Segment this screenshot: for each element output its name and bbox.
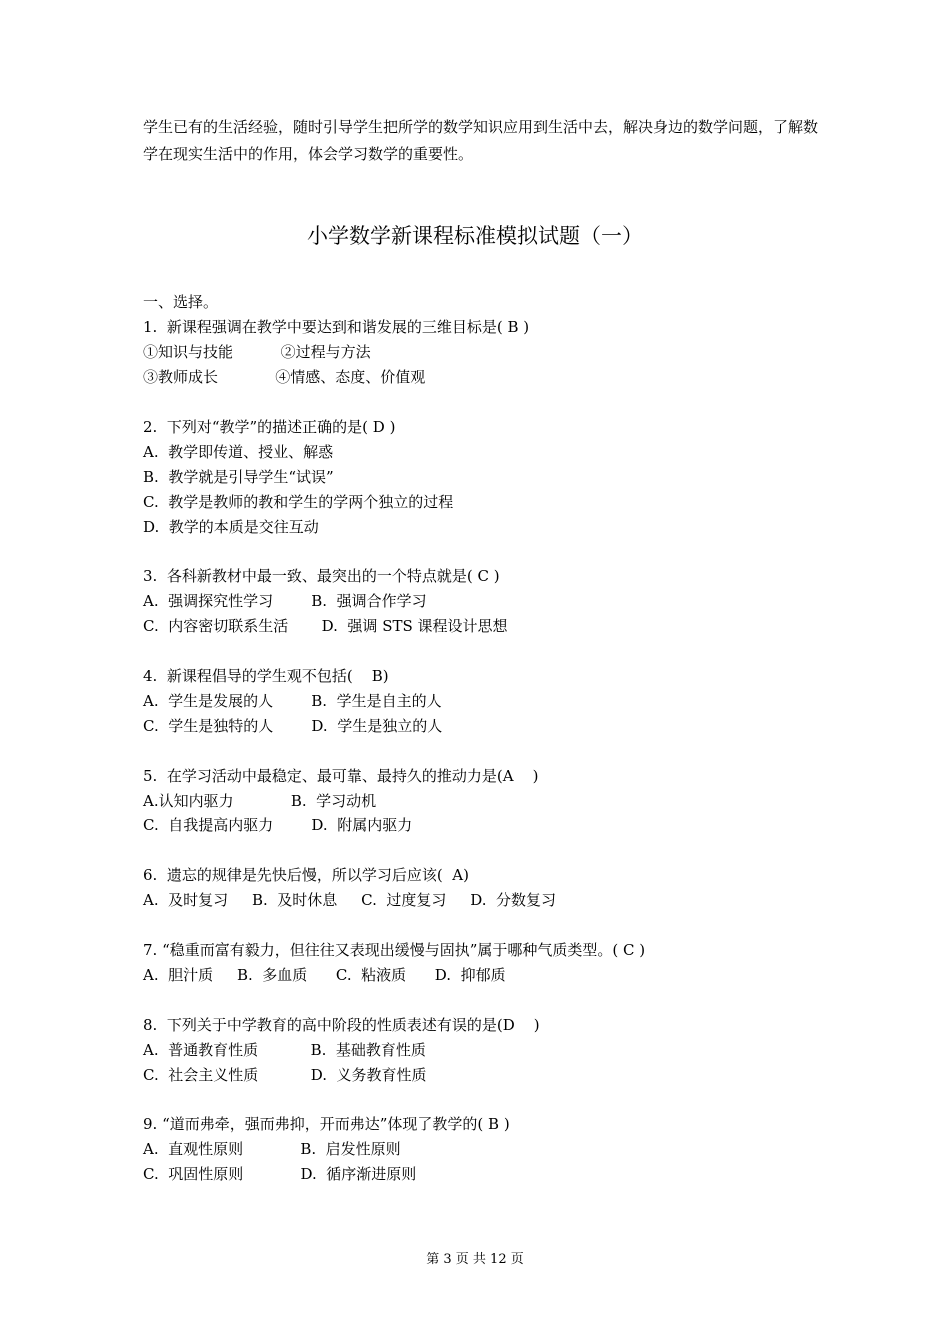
question-8-option-line-1: A. 普通教育性质 B. 基础教育性质 [143, 1041, 426, 1059]
question-4-option-line-1: A. 学生是发展的人 B. 学生是自主的人 [143, 692, 442, 710]
section-heading: 一、选择。 [143, 293, 219, 311]
question-1-option-line-2: ③教师成长 ④情感、态度、价值观 [143, 368, 426, 386]
question-5: 5. 在学习活动中最稳定、最可靠、最持久的推动力是(A ) [143, 767, 539, 785]
question-8: 8. 下列关于中学教育的高中阶段的性质表述有误的是(D ) [143, 1016, 540, 1034]
question-8-option-line-2: C. 社会主义性质 D. 义务教育性质 [143, 1066, 427, 1084]
question-9: 9. “道而弗牵，强而弗抑，开而弗达”体现了教学的( B ) [143, 1115, 510, 1133]
question-3: 3. 各科新教材中最一致、最突出的一个特点就是( C ) [143, 567, 500, 585]
intro-paragraph: 学生已有的生活经验，随时引导学生把所学的数学知识应用到生活中去，解决身边的数学问题，了解数学在现实生活中的作用，体会学习数学的重要性。 [143, 118, 819, 163]
question-7-option-line-1: A. 胆汁质 B. 多血质 C. 粘液质 D. 抑郁质 [143, 966, 506, 984]
document-title: 小学数学新课程标准模拟试题（一） [307, 224, 643, 248]
question-4-option-line-2: C. 学生是独特的人 D. 学生是独立的人 [143, 717, 443, 735]
question-2-option-c: C. 教学是教师的教和学生的学两个独立的过程 [143, 493, 454, 511]
question-5-option-line-1: A.认知内驱力 B. 学习动机 [143, 792, 377, 810]
question-7: 7. “稳重而富有毅力，但往往又表现出缓慢与固执”属于哪种气质类型。( C ) [143, 941, 646, 959]
question-1: 1. 新课程强调在教学中要达到和谐发展的三维目标是( B ) [143, 318, 530, 336]
question-2-option-b: B. 教学就是引导学生“试误” [143, 468, 334, 486]
question-3-option-line-2: C. 内容密切联系生活 D. 强调 STS 课程设计思想 [143, 617, 508, 635]
page-footer: 第 3 页 共 12 页 [426, 1252, 524, 1267]
question-6-option-line-1: A. 及时复习 B. 及时休息 C. 过度复习 D. 分数复习 [143, 891, 557, 909]
question-9-option-line-2: C. 巩固性原则 D. 循序渐进原则 [143, 1165, 417, 1183]
question-5-option-line-2: C. 自我提高内驱力 D. 附属内驱力 [143, 816, 413, 834]
question-1-option-line-1: ①知识与技能 ②过程与方法 [143, 343, 371, 361]
question-4: 4. 新课程倡导的学生观不包括( B) [143, 667, 389, 685]
question-2-option-a: A. 教学即传道、授业、解惑 [143, 443, 334, 461]
question-2: 2. 下列对“教学”的描述正确的是( D ) [143, 418, 396, 436]
question-2-option-d: D. 教学的本质是交往互动 [143, 518, 319, 536]
question-6: 6. 遗忘的规律是先快后慢，所以学习后应该( A) [143, 866, 469, 884]
question-9-option-line-1: A. 直观性原则 B. 启发性原则 [143, 1140, 401, 1158]
question-3-option-line-1: A. 强调探究性学习 B. 强调合作学习 [143, 592, 427, 610]
